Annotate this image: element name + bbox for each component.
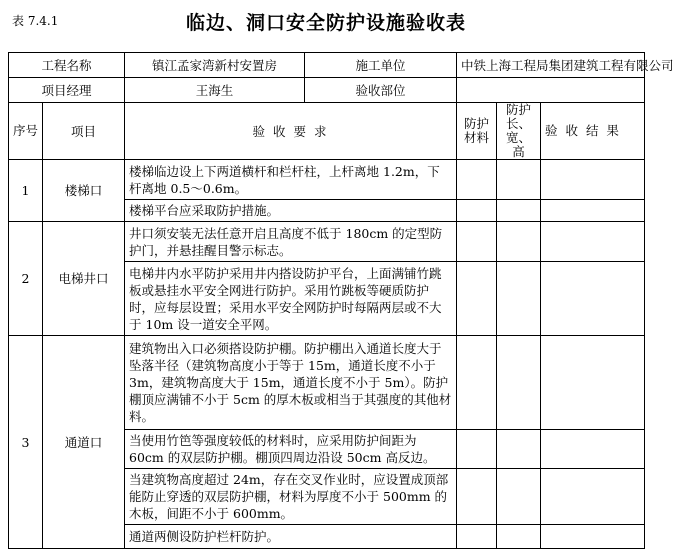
table-row xyxy=(9,160,645,200)
row-seq: 3 xyxy=(9,336,43,549)
dimensions-cell xyxy=(497,336,541,430)
manager-value: 王海生 xyxy=(125,78,305,103)
requirement-text: 电梯井内水平防护采用井内搭设防护平台，上面满铺竹跳板或悬挂水平安全网进行防护。采用竹跳板等硬质防护时，应每层设置；采用水平安全网防护时每隔两层或不大于 10m 设一道安全平网。 xyxy=(125,262,457,336)
dimensions-cell xyxy=(497,222,541,262)
table-row xyxy=(9,336,645,430)
requirement-text: 当建筑物高度超过 24m，存在交叉作业时，应设置成顶部能防止穿透的双层防护棚，材料为厚度不小于 500mm 的木板，间距不小于 600mm。 xyxy=(125,469,457,525)
result-cell xyxy=(541,469,645,525)
result-cell xyxy=(541,430,645,469)
dimensions-cell xyxy=(497,262,541,336)
table-number: 表 7.4.1 xyxy=(12,14,59,28)
info-row-2 xyxy=(9,78,645,103)
inspection-part-value xyxy=(457,78,645,103)
col-item-header: 项目 xyxy=(43,103,125,160)
requirement-text: 井口须安装无法任意开启且高度不低于 180cm 的定型防护门，并悬挂醒目警示标志。 xyxy=(125,222,457,262)
info-row-1 xyxy=(9,53,645,78)
row-item: 通道口 xyxy=(43,336,125,549)
requirement-text: 楼梯临边设上下两道横杆和栏杆柱，上杆离地 1.2m，下杆离地 0.5～0.6m。 xyxy=(125,160,457,200)
contractor-label: 施工单位 xyxy=(305,53,457,78)
dimensions-cell xyxy=(497,200,541,222)
page-title: 临边、洞口安全防护设施验收表 xyxy=(185,12,466,34)
manager-label: 项目经理 xyxy=(9,78,125,103)
result-cell xyxy=(541,262,645,336)
material-cell xyxy=(457,430,497,469)
contractor-value: 中铁上海工程局集团建筑工程有限公司 xyxy=(457,53,645,78)
material-cell xyxy=(457,200,497,222)
dimensions-cell xyxy=(497,160,541,200)
result-cell xyxy=(541,200,645,222)
material-cell xyxy=(457,222,497,262)
material-cell xyxy=(457,469,497,525)
row-item: 楼梯口 xyxy=(43,160,125,222)
dimensions-cell xyxy=(497,430,541,469)
col-material-header: 防护材料 xyxy=(457,103,497,160)
project-name-value: 镇江孟家湾新村安置房 xyxy=(125,53,305,78)
result-cell xyxy=(541,222,645,262)
requirement-text: 当使用竹笆等强度较低的材料时，应采用防护间距为 60cm 的双层防护棚。棚顶四周边沿设 50cm 高反边。 xyxy=(125,430,457,469)
row-seq: 2 xyxy=(9,222,43,336)
col-seq-header: 序号 xyxy=(9,103,43,160)
column-header-row xyxy=(9,103,645,160)
col-requirements-header: 验 收 要 求 xyxy=(125,103,457,160)
inspection-part-label: 验收部位 xyxy=(305,78,457,103)
requirement-text: 楼梯平台应采取防护措施。 xyxy=(125,200,457,222)
material-cell xyxy=(457,160,497,200)
result-cell xyxy=(541,525,645,549)
row-seq: 1 xyxy=(9,160,43,222)
table-row xyxy=(9,222,645,262)
result-cell xyxy=(541,336,645,430)
requirement-text: 通道两侧设防护栏杆防护。 xyxy=(125,525,457,549)
material-cell xyxy=(457,262,497,336)
row-item: 电梯井口 xyxy=(43,222,125,336)
acceptance-table xyxy=(8,52,674,549)
material-cell xyxy=(457,525,497,549)
project-name-label: 工程名称 xyxy=(9,53,125,78)
dimensions-cell xyxy=(497,525,541,549)
col-result-header: 验 收 结 果 xyxy=(541,103,645,160)
col-dimensions-header: 防护长、宽、高 xyxy=(497,103,541,160)
material-cell xyxy=(457,336,497,430)
result-cell xyxy=(541,160,645,200)
requirement-text: 建筑物出入口必须搭设防护棚。防护棚出入通道长度大于坠落半径（建筑物高度小于等于 15m，通道长度不小于 3m，建筑物高度大于 15m，通道长度不小于 5m）。防护棚顶应满铺不小于 5cm 的厚木板或相当于其强度的其他材料。 xyxy=(125,336,457,430)
dimensions-cell xyxy=(497,469,541,525)
